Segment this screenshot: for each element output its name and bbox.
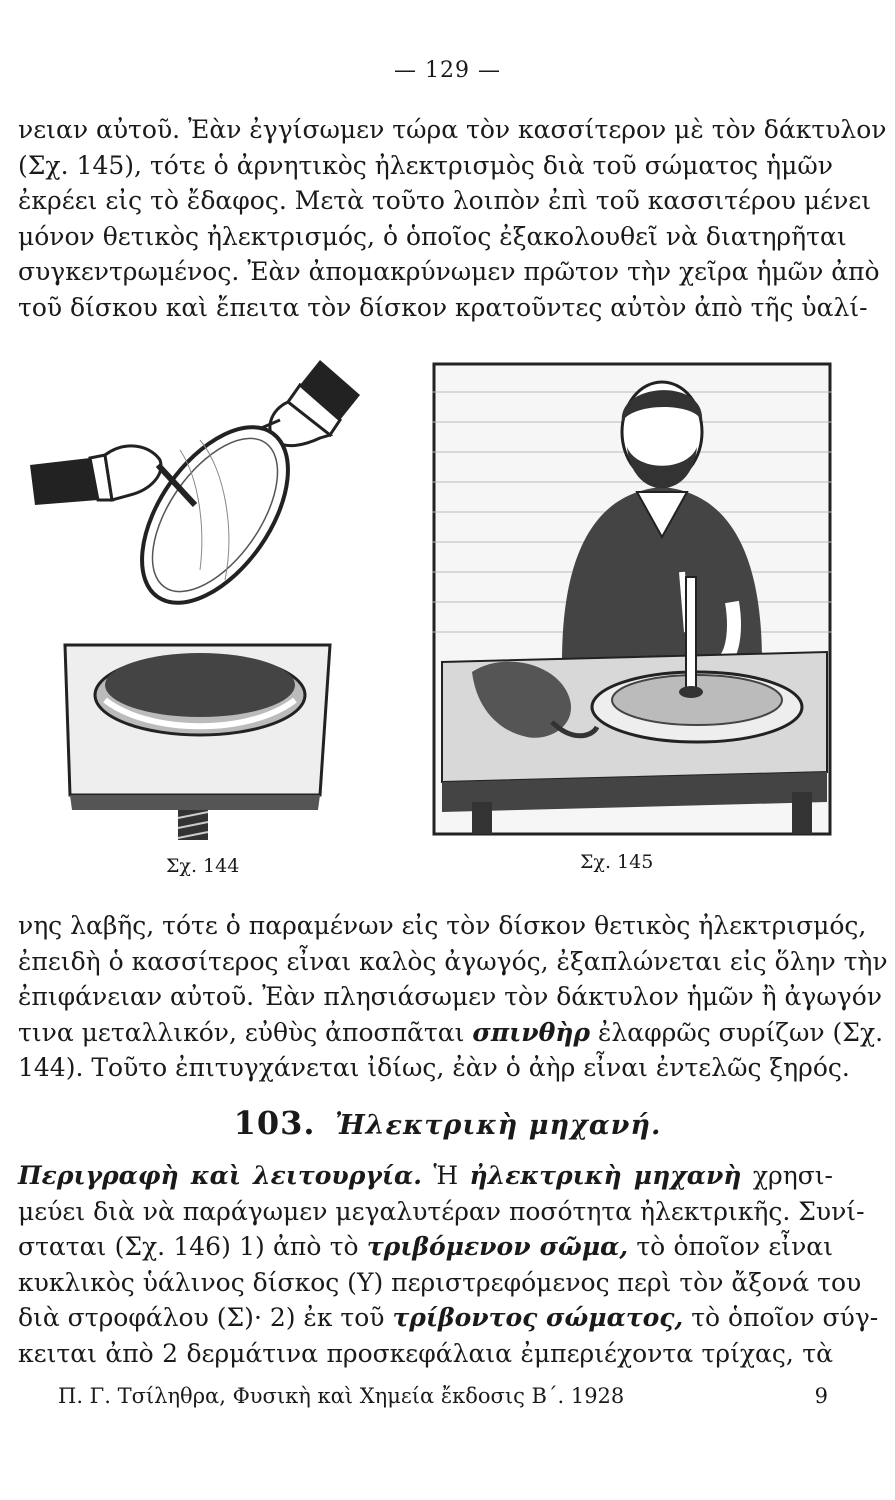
page-footer [58,1384,828,1408]
paragraph-3 [18,1158,879,1371]
text-line [18,1229,833,1265]
text-segment: διὰ στροφάλου (Σ)· 2) ἐκ τοῦ [18,1303,393,1332]
text-segment: σταται (Σχ. 146) 1) ἀπὸ τὸ [18,1232,367,1261]
text-segment: τὸ ὁποῖον εἶναι [628,1232,833,1261]
emphasis-term: τριβόμενον σῶμα, [366,1232,629,1261]
stand-icon [178,810,208,840]
text-segment: χρησι- [741,1161,834,1190]
emphasis-term: τρίβοντος σώματος, [392,1303,684,1332]
figure-144-illustration [30,340,360,840]
text-line: μεύει διὰ νὰ παράγωμεν μεγαλυτέραν ποσότητα ἠλεκτρικῆς. Συνί- [18,1196,865,1226]
text-segment: τινα μεταλλικόν, εὐθὺς ἀποσπᾶται [18,1017,473,1047]
text-line: τοῦ δίσκου καὶ ἔπειτα τὸν δίσκον κρατοῦντες αὐτὸν ἀπὸ τῆς ὑαλί- [18,292,868,322]
text-line: κυκλικὸς ὑάλινος δίσκος (Υ) περιστρεφόμενος περὶ τὸν ἄξονά του [18,1267,862,1297]
section-title: Ἠλεκτρικὴ μηχανή. [334,1110,662,1141]
text-line [18,1158,833,1194]
text-line: ἐκρέει εἰς τὸ ἔδαφος. Μετὰ τοῦτο λοιπὸν ἐπὶ τοῦ κασσιτέρου μένει [18,186,872,215]
figure-145-caption: Σχ. 145 [580,851,654,873]
paragraph-1 [18,112,887,325]
signature-mark: 9 [814,1384,828,1408]
page-number: — 129 — [394,58,501,83]
emphasis-term: ἠλεκτρικὴ μηχανὴ [469,1161,742,1190]
text-line: νειαν αὐτοῦ. Ἐὰν ἐγγίσωμεν τώρα τὸν κασσίτερον μὲ τὸν δάκτυλον [18,115,887,144]
section-heading [0,1104,895,1142]
emphasis-term: Περιγραφὴ καὶ λειτουργία. [18,1161,422,1190]
text-line: μόνον θετικὸς ἠλεκτρισμός, ὁ ὁποῖος ἐξακολουθεῖ νὰ διατηρῆται [18,221,847,251]
section-number: 103. [233,1104,316,1142]
text-line: ἐπιφάνειαν αὐτοῦ. Ἐὰν πλησιάσωμεν τὸν δάκτυλον ἡμῶν ἢ ἀγωγόν [18,982,882,1011]
text-line: ἐπειδὴ ὁ κασσίτερος εἶναι καλὸς ἀγωγός, ἐξαπλώνεται εἰς ὅλην τὴν [18,946,888,976]
figure-144-caption: Σχ. 144 [166,855,240,877]
text-line: (Σχ. 145), τότε ὁ ἀρνητικὸς ἠλεκτρισμὸς διὰ τοῦ σώματος ἡμῶν [18,150,833,180]
text-segment: ἐλαφρῶς συρίζων (Σχ. [590,1017,884,1047]
text-segment: Ἡ [421,1161,470,1190]
text-line [18,1015,884,1051]
text-line: 144). Τοῦτο ἐπιτυγχάνεται ἰδίως, ἐὰν ὁ ἀὴρ εἶναι ἐντελῶς ξηρός. [18,1053,850,1082]
figure-145-illustration [432,362,832,837]
paragraph-2 [18,908,888,1086]
text-segment: τὸ ὁποῖον σύγ- [683,1303,879,1332]
text-line: νης λαβῆς, τότε ὁ παραμένων εἰς τὸν δίσκον θετικὸς ἠλεκτρισμός, [18,911,867,940]
footer-citation: Π. Γ. Τσίληθρα, Φυσικὴ καὶ Χημεία ἔκδοσις Β΄. 1928 [58,1384,625,1408]
text-line: κειται ἀπὸ 2 δερμάτινα προσκεφάλαια ἐμπεριέχοντα τρίχας, τὰ [18,1338,833,1368]
resin-plate-icon [65,645,330,810]
text-line [18,1300,879,1336]
text-line: συγκεντρωμένος. Ἐὰν ἀπομακρύνωμεν πρῶτον τὴν χεῖρα ἡμῶν ἀπὸ [18,257,880,286]
emphasis-term: σπινθὴρ [472,1017,591,1047]
